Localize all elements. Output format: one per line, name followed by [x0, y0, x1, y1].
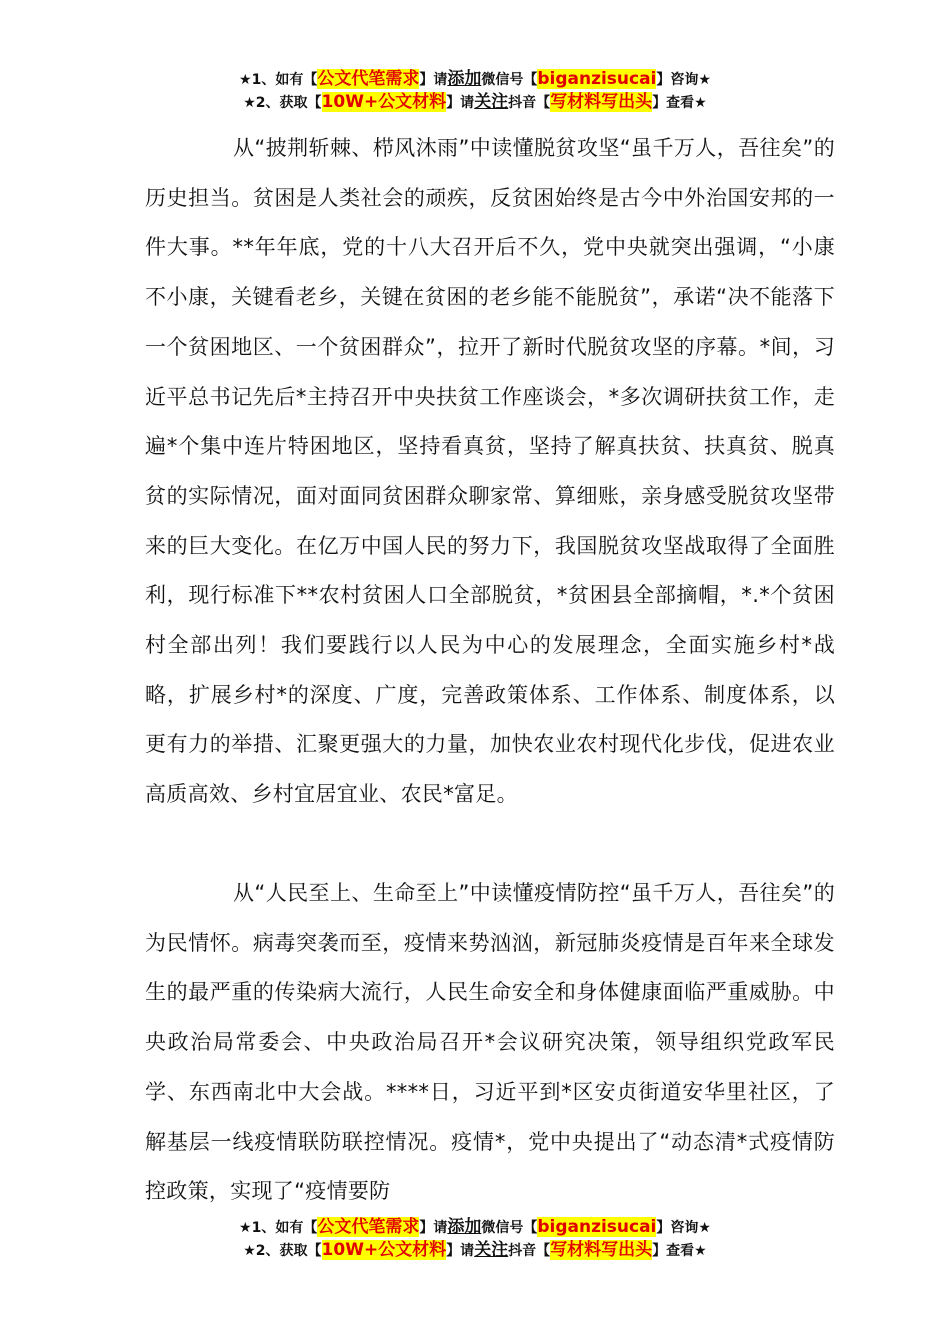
promo-line-2: ★2、获取【10W+公文材料】请关注抖音【写材料写出头】查看★	[243, 1240, 707, 1260]
highlight-wechat-id: biganzisucai	[537, 1217, 657, 1237]
document-body-2	[145, 869, 835, 1217]
paragraph: 从“披荆斩棘、栉风沐雨”中读懂脱贫攻坚“虽千万人，吾往矣”的历史担当。贫困是人类社会的顽疾，反贫困始终是古今中外治国安邦的一件大事。**年年底，党的十八大召开后不久，党中央就突出强调，“小康不小康，关键看老乡，关键在贫困的老乡能不能脱贫”，承诺“决不能落下一个贫困地区、一个贫困群众”，拉开了新时代脱贫攻坚的序幕。*间，习近平总书记先后*主持召开中央扶贫工作座谈会，*多次调研扶贫工作，走遍*个集中连片特困地区，坚持看真贫，坚持了解真扶贫、扶真贫、脱真贫的实际情况，面对面同贫困群众聊家常、算细账，亲身感受脱贫攻坚带来的巨大变化。在亿万中国人民的努力下，我国脱贫攻坚战取得了全面胜利，现行标准下**农村贫困人口全部脱贫，*贫困县全部摘帽，*.*个贫困村全部出列！我们要践行以人民为中心的发展理念，全面实施乡村*战略，扩展乡村*的深度、广度，完善政策体系、工作体系、制度体系，以更有力的举措、汇聚更强大的力量，加快农业农村现代化步伐，促进农业高质高效、乡村宜居宜业、农民*富足。	[145, 136, 835, 807]
promo-line-1: ★1、如有【公文代笔需求】请添加微信号【biganzisucai】咨询★	[239, 1217, 711, 1237]
paragraph: 从“人民至上、生命至上”中读懂疫情防控“虽千万人，吾往矣”的为民情怀。病毒突袭而至，疫情来势汹汹，新冠肺炎疫情是百年来全球发生的最严重的传染病大流行，人民生命安全和身体健康面临严重威胁。中央政治局常委会、中央政治局召开*会议研究决策，领导组织党政军民学、东西南北中大会战。****日，习近平到*区安贞街道安华里社区，了解基层一线疫情联防联控情况。疫情*，党中央提出了“动态清*式疫情防控政策，实现了“疫情要防	[145, 881, 835, 1204]
highlight-writing-service: 公文代笔需求	[317, 1217, 420, 1237]
promo-line-1: ★1、如有【公文代笔需求】请添加微信号【biganzisucai】咨询★	[239, 69, 711, 89]
document-body-1	[145, 124, 835, 820]
promo-banner-top	[0, 68, 950, 114]
highlight-wechat-id: biganzisucai	[537, 69, 657, 89]
highlight-materials: 10W+公文材料	[321, 1240, 447, 1260]
promo-banner-bottom	[0, 1216, 950, 1262]
promo-line-2: ★2、获取【10W+公文材料】请关注抖音【写材料写出头】查看★	[243, 92, 707, 112]
highlight-writing-service: 公文代笔需求	[317, 69, 420, 89]
highlight-douyin-account: 写材料写出头	[550, 1240, 653, 1260]
highlight-materials: 10W+公文材料	[321, 92, 447, 112]
highlight-douyin-account: 写材料写出头	[550, 92, 653, 112]
